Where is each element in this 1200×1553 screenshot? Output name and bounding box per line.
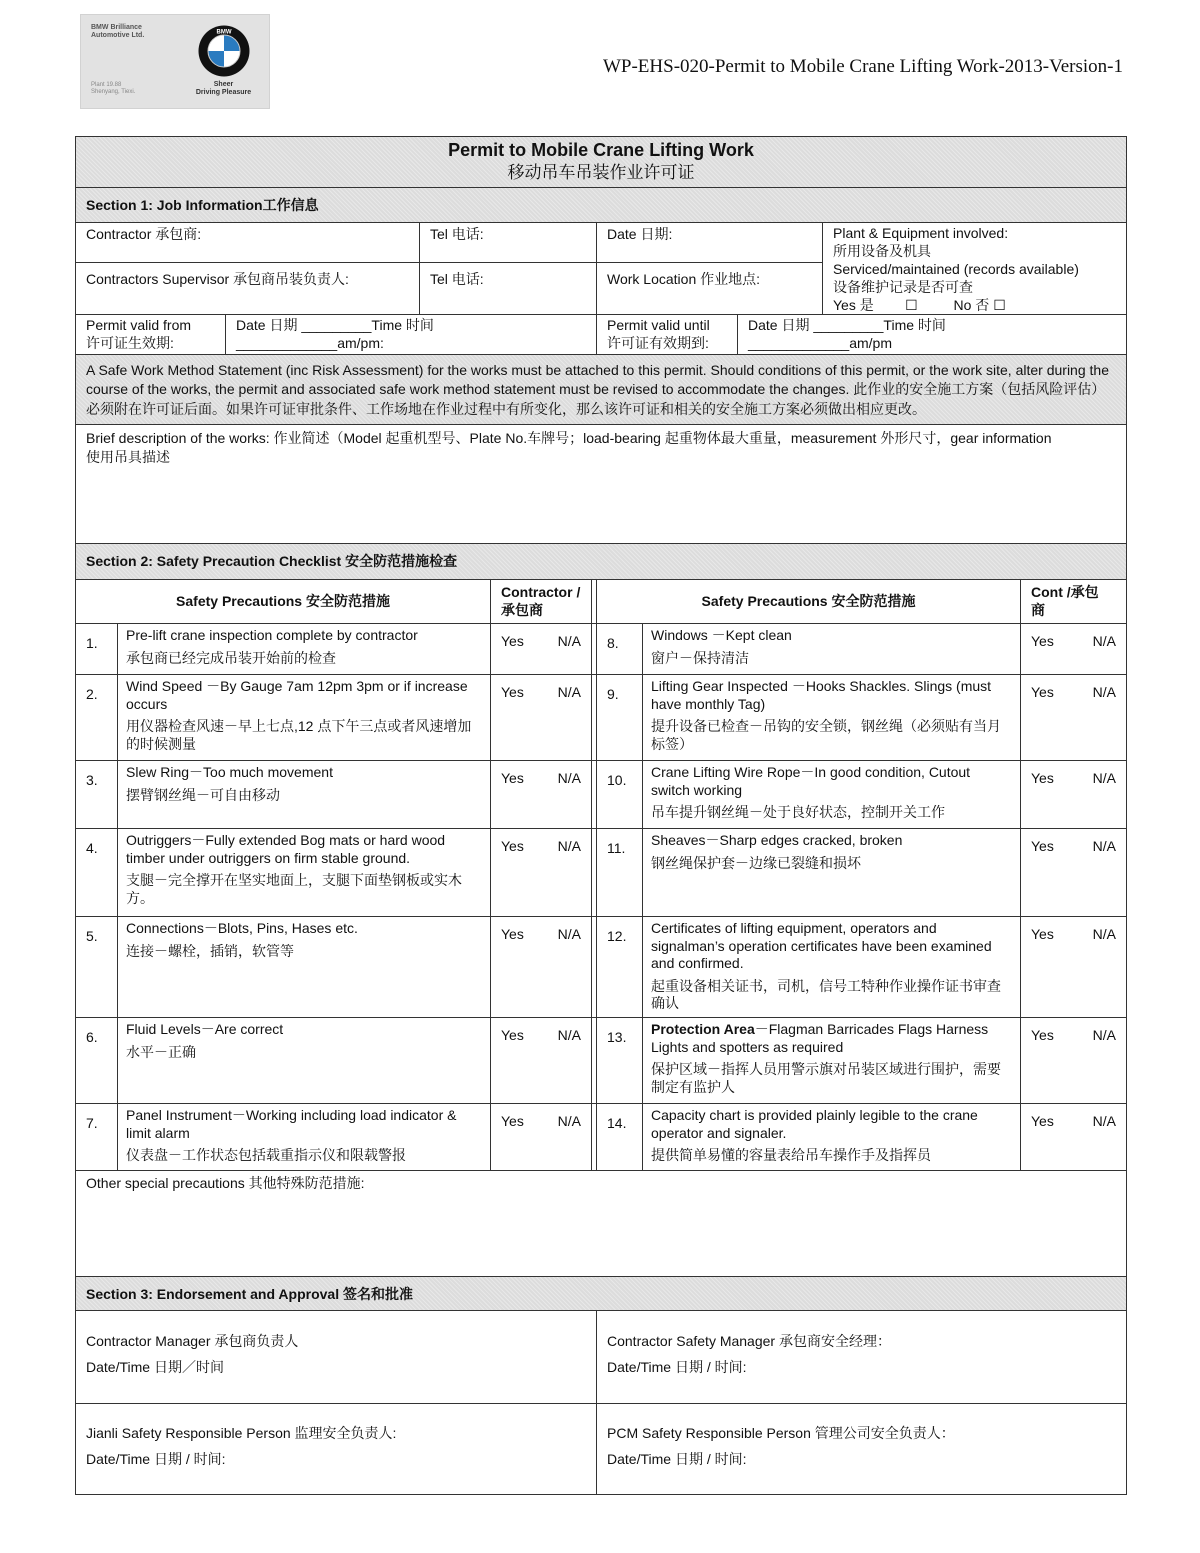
contractor-check-cell[interactable] bbox=[491, 917, 592, 1017]
precaution-cn: 连接－螺栓，插销，软管等 bbox=[126, 942, 294, 959]
yes-option[interactable]: Yes bbox=[501, 838, 524, 854]
contractor-check-cell[interactable] bbox=[491, 675, 592, 760]
approval-row-2 bbox=[76, 1404, 1126, 1495]
precaution-cn: 支腿－完全撑开在坚实地面上，支腿下面垫钢板或实木方。 bbox=[126, 872, 462, 906]
item-number: 2. bbox=[76, 675, 118, 760]
precaution-en bbox=[651, 832, 1012, 850]
logo-plant-name: Plant 19.88 Shenyang, Tiexi. bbox=[91, 82, 136, 96]
plant-yes-label: Yes 是 bbox=[833, 296, 874, 313]
precaution-description bbox=[118, 917, 491, 1017]
bmw-roundel-text: BMW bbox=[216, 29, 232, 36]
plant-line-3: Serviced/maintained (records available) bbox=[833, 260, 1079, 277]
precaution-description bbox=[643, 917, 1021, 1017]
precaution-cn: 提升设备已检查－吊钩的安全锁，钢丝绳（必须贴有当月标签） bbox=[651, 718, 1001, 752]
precaution-cn: 钢丝绳保护套－边缘已裂缝和损坏 bbox=[651, 854, 861, 871]
item-number: 5. bbox=[76, 917, 118, 1017]
checklist-row bbox=[76, 761, 1126, 829]
precaution-description bbox=[118, 761, 491, 828]
checklist-row bbox=[76, 829, 1126, 917]
job-info-row-2 bbox=[76, 263, 823, 314]
cont-check-cell[interactable] bbox=[1021, 624, 1126, 674]
plant-yes-no bbox=[833, 297, 1116, 314]
precaution-description bbox=[118, 675, 491, 760]
plant-line-1: Plant & Equipment involved: bbox=[833, 225, 1009, 241]
cont-check-cell[interactable] bbox=[1021, 1018, 1126, 1103]
na-option[interactable]: N/A bbox=[557, 838, 581, 854]
precaution-en: Pre-lift crane inspection complete by contractor bbox=[126, 627, 418, 643]
header-contractor: Contractor / 承包商 bbox=[491, 580, 592, 623]
brief-line-2: 使用吊具描述 bbox=[86, 448, 170, 465]
valid-until-time: _____________am/pm bbox=[748, 334, 893, 351]
header-precautions-left: Safety Precautions 安全防范措施 bbox=[76, 580, 491, 623]
precaution-description bbox=[118, 829, 491, 916]
brief-line-1: Brief description of the works: 作业简述（Model 起重机型号、Plate No.车牌号；load-bearing 起重物体最大重量，measurement 外形尺寸，gear information bbox=[86, 430, 1052, 446]
item-number: 12. bbox=[597, 917, 643, 1017]
form-title bbox=[76, 137, 1126, 188]
contractor-safety-manager-field[interactable] bbox=[597, 1311, 1126, 1403]
plant-yes-checkbox[interactable]: ☐ bbox=[905, 296, 918, 313]
checklist-row bbox=[76, 1018, 1126, 1104]
na-option[interactable]: N/A bbox=[557, 770, 581, 786]
checklist-row bbox=[76, 917, 1126, 1018]
yes-option[interactable]: Yes bbox=[1031, 633, 1054, 649]
precaution-en: Wind Speed －By Gauge 7am 12pm 3pm or if increase occurs bbox=[126, 678, 468, 712]
precaution-en bbox=[651, 627, 1012, 645]
job-info-row-1 bbox=[76, 223, 823, 263]
na-option[interactable]: N/A bbox=[1092, 838, 1116, 854]
valid-until-field[interactable] bbox=[738, 315, 1126, 354]
na-option[interactable]: N/A bbox=[1092, 926, 1116, 942]
precaution-description bbox=[643, 829, 1021, 916]
valid-from-cn: 许可证生效期: bbox=[86, 334, 174, 351]
precaution-cn: 保护区域－指挥人员用警示旗对吊装区域进行围护，需要制定有监护人 bbox=[651, 1061, 1001, 1095]
section2-title: Section 2: Safety Precaution Checklist 安全防范措施检查 bbox=[76, 544, 1126, 580]
precaution-en-text: Capacity chart is provided plainly legible to the crane operator and signaler. bbox=[651, 1107, 978, 1141]
precaution-cn: 起重设备相关证书，司机，信号工特种作业操作证书审查确认 bbox=[651, 977, 1001, 1011]
precaution-en bbox=[651, 764, 1012, 799]
yes-option[interactable]: Yes bbox=[501, 770, 524, 786]
cont-check-cell[interactable] bbox=[1021, 1104, 1126, 1170]
contractor-check-cell[interactable] bbox=[491, 761, 592, 828]
precaution-en: Connections－Blots, Pins, Hases etc. bbox=[126, 920, 358, 936]
precaution-en: Fluid Levels－Are correct bbox=[126, 1021, 284, 1037]
precaution-cn: 承包商已经完成吊装开始前的检查 bbox=[126, 649, 336, 666]
na-option[interactable]: N/A bbox=[1092, 1113, 1116, 1129]
form-title-cn: 移动吊车吊装作业许可证 bbox=[507, 162, 695, 182]
form-title-en: Permit to Mobile Crane Lifting Work bbox=[448, 140, 754, 160]
header-cont: Cont /承包 商 bbox=[1031, 584, 1099, 618]
na-option[interactable]: N/A bbox=[1092, 633, 1116, 649]
bmw-roundel-icon bbox=[198, 25, 250, 77]
plant-line-4: 设备维护记录是否可查 bbox=[833, 278, 973, 295]
header-precautions-right: Safety Precautions 安全防范措施 bbox=[597, 580, 1021, 623]
jianli-safety-field[interactable] bbox=[76, 1404, 597, 1495]
valid-until-cn: 许可证有效期到: bbox=[607, 334, 709, 351]
item-number: 3. bbox=[76, 761, 118, 828]
item-number: 13. bbox=[597, 1018, 643, 1103]
contractor-manager-field[interactable] bbox=[76, 1311, 597, 1403]
precaution-cn: 水平－正确 bbox=[126, 1043, 196, 1060]
checklist-row bbox=[76, 624, 1126, 675]
valid-from-field[interactable] bbox=[226, 315, 597, 354]
pcm-date: Date/Time 日期 / 时间: bbox=[607, 1451, 747, 1467]
item-number: 11. bbox=[597, 829, 643, 916]
yes-option[interactable]: Yes bbox=[1031, 926, 1054, 942]
precaution-en: Panel Instrument－Working including load indicator & limit alarm bbox=[126, 1107, 457, 1141]
tel-field[interactable]: Tel 电话: bbox=[420, 223, 597, 262]
yes-option[interactable]: Yes bbox=[1031, 838, 1054, 854]
precaution-en-text: Crane Lifting Wire Rope－In good condition, Cutout switch working bbox=[651, 764, 971, 798]
yes-option[interactable]: Yes bbox=[501, 633, 524, 649]
other-precautions-field[interactable]: Other special precautions 其他特殊防范措施: bbox=[76, 1171, 1126, 1277]
valid-from-label bbox=[76, 315, 226, 354]
pcm-label: PCM Safety Responsible Person 管理公司安全负责人： bbox=[607, 1425, 955, 1441]
plant-no-checkbox[interactable]: No 否 ☐ bbox=[953, 296, 1006, 313]
precaution-cn: 摆臂钢丝绳－可自由移动 bbox=[126, 786, 280, 803]
precaution-description bbox=[643, 624, 1021, 674]
na-option[interactable]: N/A bbox=[557, 633, 581, 649]
precaution-description bbox=[643, 675, 1021, 760]
contractor-manager-date: Date/Time 日期／时间 bbox=[86, 1359, 224, 1375]
item-number: 4. bbox=[76, 829, 118, 916]
contractor-field[interactable]: Contractor 承包商: bbox=[76, 223, 420, 262]
precaution-cn: 吊车提升钢丝绳－处于良好状态，控制开关工作 bbox=[651, 804, 945, 820]
na-option[interactable]: N/A bbox=[557, 1027, 581, 1043]
precaution-description bbox=[643, 1104, 1021, 1170]
yes-option[interactable]: Yes bbox=[1031, 770, 1054, 786]
section1-title: Section 1: Job Information工作信息 bbox=[76, 188, 1126, 223]
yes-option[interactable]: Yes bbox=[1031, 684, 1054, 700]
tel2-field[interactable]: Tel 电话: bbox=[420, 263, 597, 314]
jianli-label: Jianli Safety Responsible Person 监理安全负责人: bbox=[86, 1425, 397, 1441]
job-info-block bbox=[76, 223, 1126, 315]
plant-line-2: 所用设备及机具 bbox=[833, 242, 931, 259]
logo-bmw-panel bbox=[177, 15, 270, 108]
yes-option[interactable]: Yes bbox=[1031, 1027, 1054, 1043]
na-option[interactable]: N/A bbox=[1092, 1027, 1116, 1043]
precaution-en-text: Windows －Kept clean bbox=[651, 627, 792, 643]
precaution-cn: 提供简单易懂的容量表给吊车操作手及指挥员 bbox=[651, 1147, 931, 1163]
contractor-safety-date: Date/Time 日期 / 时间: bbox=[607, 1359, 747, 1375]
item-number: 9. bbox=[597, 675, 643, 760]
na-option[interactable]: N/A bbox=[1092, 770, 1116, 786]
yes-option[interactable]: Yes bbox=[501, 1113, 524, 1129]
yes-option[interactable]: Yes bbox=[501, 684, 524, 700]
precaution-en bbox=[651, 1107, 1012, 1142]
precaution-en bbox=[651, 920, 1012, 973]
item-number: 6. bbox=[76, 1018, 118, 1103]
item-number: 8. bbox=[597, 624, 643, 674]
contractor-check-cell[interactable] bbox=[491, 1018, 592, 1103]
precaution-cn: 仪表盘－工作状态包括载重指示仪和限载警报 bbox=[126, 1147, 406, 1163]
precaution-en-text: Certificates of lifting equipment, operators and signalman’s operation certificates have been examined and confirmed. bbox=[651, 920, 992, 971]
pcm-safety-field[interactable] bbox=[597, 1404, 1126, 1495]
precaution-cn: 窗户－保持清洁 bbox=[651, 649, 749, 666]
checklist-header bbox=[76, 580, 1126, 624]
cont-check-cell[interactable] bbox=[1021, 675, 1126, 760]
brief-description-field[interactable] bbox=[76, 425, 1126, 544]
precaution-en-bold: Protection Area bbox=[651, 1021, 755, 1037]
approval-row-1 bbox=[76, 1311, 1126, 1404]
jianli-date: Date/Time 日期 / 时间: bbox=[86, 1451, 226, 1467]
logo-slogan: Sheer Driving Pleasure bbox=[195, 81, 252, 97]
permit-form bbox=[75, 136, 1127, 1495]
precaution-description bbox=[118, 1104, 491, 1170]
precaution-en: Outriggers－Fully extended Bog mats or hard wood timber under outriggers on firm stable ground. bbox=[126, 832, 446, 866]
contractor-safety-label: Contractor Safety Manager 承包商安全经理： bbox=[607, 1333, 891, 1349]
safe-work-notice: A Safe Work Method Statement (inc Risk Assessment) for the works must be attached to this permit. Should conditions of this permit, or the work site, alter during the course of the works, the permit and associated safe work method statement must be revised to accommodate the changes. 此作业的安全施工方案（包括风险评估）必须附在许可证后面。如果许可证审批条件、工作场地在作业过程中有所变化，那么该许可证和相关的安全施工方案必须做出相应更改。 bbox=[76, 355, 1126, 425]
item-number: 1. bbox=[76, 624, 118, 674]
contractor-check-cell[interactable] bbox=[491, 829, 592, 916]
logo-company-panel bbox=[81, 15, 176, 108]
valid-until-label bbox=[597, 315, 738, 354]
item-number: 14. bbox=[597, 1104, 643, 1170]
precaution-description bbox=[118, 624, 491, 674]
precaution-en-text: －Flagman Barricades Flags Harness Lights and spotters as required bbox=[651, 1021, 989, 1055]
yes-option[interactable]: Yes bbox=[1031, 1113, 1054, 1129]
precaution-description bbox=[643, 761, 1021, 828]
cont-check-cell[interactable] bbox=[1021, 917, 1126, 1017]
logo-company-name: BMW Brilliance Automotive Ltd. bbox=[91, 24, 145, 39]
precaution-en-text: Lifting Gear Inspected －Hooks Shackles. Slings (must have monthly Tag) bbox=[651, 678, 992, 712]
yes-option[interactable]: Yes bbox=[501, 1027, 524, 1043]
contractor-manager-label: Contractor Manager 承包商负责人 bbox=[86, 1333, 299, 1349]
precaution-description bbox=[118, 1018, 491, 1103]
date-field[interactable]: Date 日期: bbox=[597, 223, 823, 262]
na-option[interactable]: N/A bbox=[557, 1113, 581, 1129]
precaution-en: Slew Ring－Too much movement bbox=[126, 764, 333, 780]
precaution-en bbox=[651, 678, 1012, 713]
na-option[interactable]: N/A bbox=[557, 684, 581, 700]
valid-from-en: Permit valid from bbox=[86, 317, 192, 333]
item-number: 7. bbox=[76, 1104, 118, 1170]
company-logo bbox=[80, 14, 270, 109]
yes-option[interactable]: Yes bbox=[501, 926, 524, 942]
precaution-en bbox=[651, 1021, 1012, 1056]
valid-from-time: _____________am/pm: bbox=[236, 334, 384, 351]
na-option[interactable]: N/A bbox=[1092, 684, 1116, 700]
permit-validity-row bbox=[76, 315, 1126, 355]
valid-until-date: Date 日期 _________Time 时间 bbox=[748, 317, 946, 333]
checklist-row bbox=[76, 1104, 1126, 1171]
valid-until-en: Permit valid until bbox=[607, 317, 710, 333]
section3-title: Section 3: Endorsement and Approval 签名和批准 bbox=[76, 1277, 1126, 1311]
document-code: WP-EHS-020-Permit to Mobile Crane Lifting Work-2013-Version-1 bbox=[602, 56, 1123, 77]
cont-check-cell[interactable] bbox=[1021, 829, 1126, 916]
work-location-field[interactable]: Work Location 作业地点: bbox=[597, 263, 823, 314]
precaution-en-text: Sheaves－Sharp edges cracked, broken bbox=[651, 832, 903, 848]
precaution-description bbox=[643, 1018, 1021, 1103]
supervisor-field[interactable]: Contractors Supervisor 承包商吊装负责人: bbox=[76, 263, 420, 314]
item-number: 10. bbox=[597, 761, 643, 828]
precaution-cn: 用仪器检查风速－早上七点,12 点下午三点或者风速增加的时候测量 bbox=[126, 718, 472, 752]
na-option[interactable]: N/A bbox=[557, 926, 581, 942]
valid-from-date: Date 日期 _________Time 时间 bbox=[236, 317, 434, 333]
cont-check-cell[interactable] bbox=[1021, 761, 1126, 828]
contractor-check-cell[interactable] bbox=[491, 1104, 592, 1170]
checklist-row bbox=[76, 675, 1126, 761]
plant-equipment-field[interactable] bbox=[823, 223, 1126, 314]
contractor-check-cell[interactable] bbox=[491, 624, 592, 674]
